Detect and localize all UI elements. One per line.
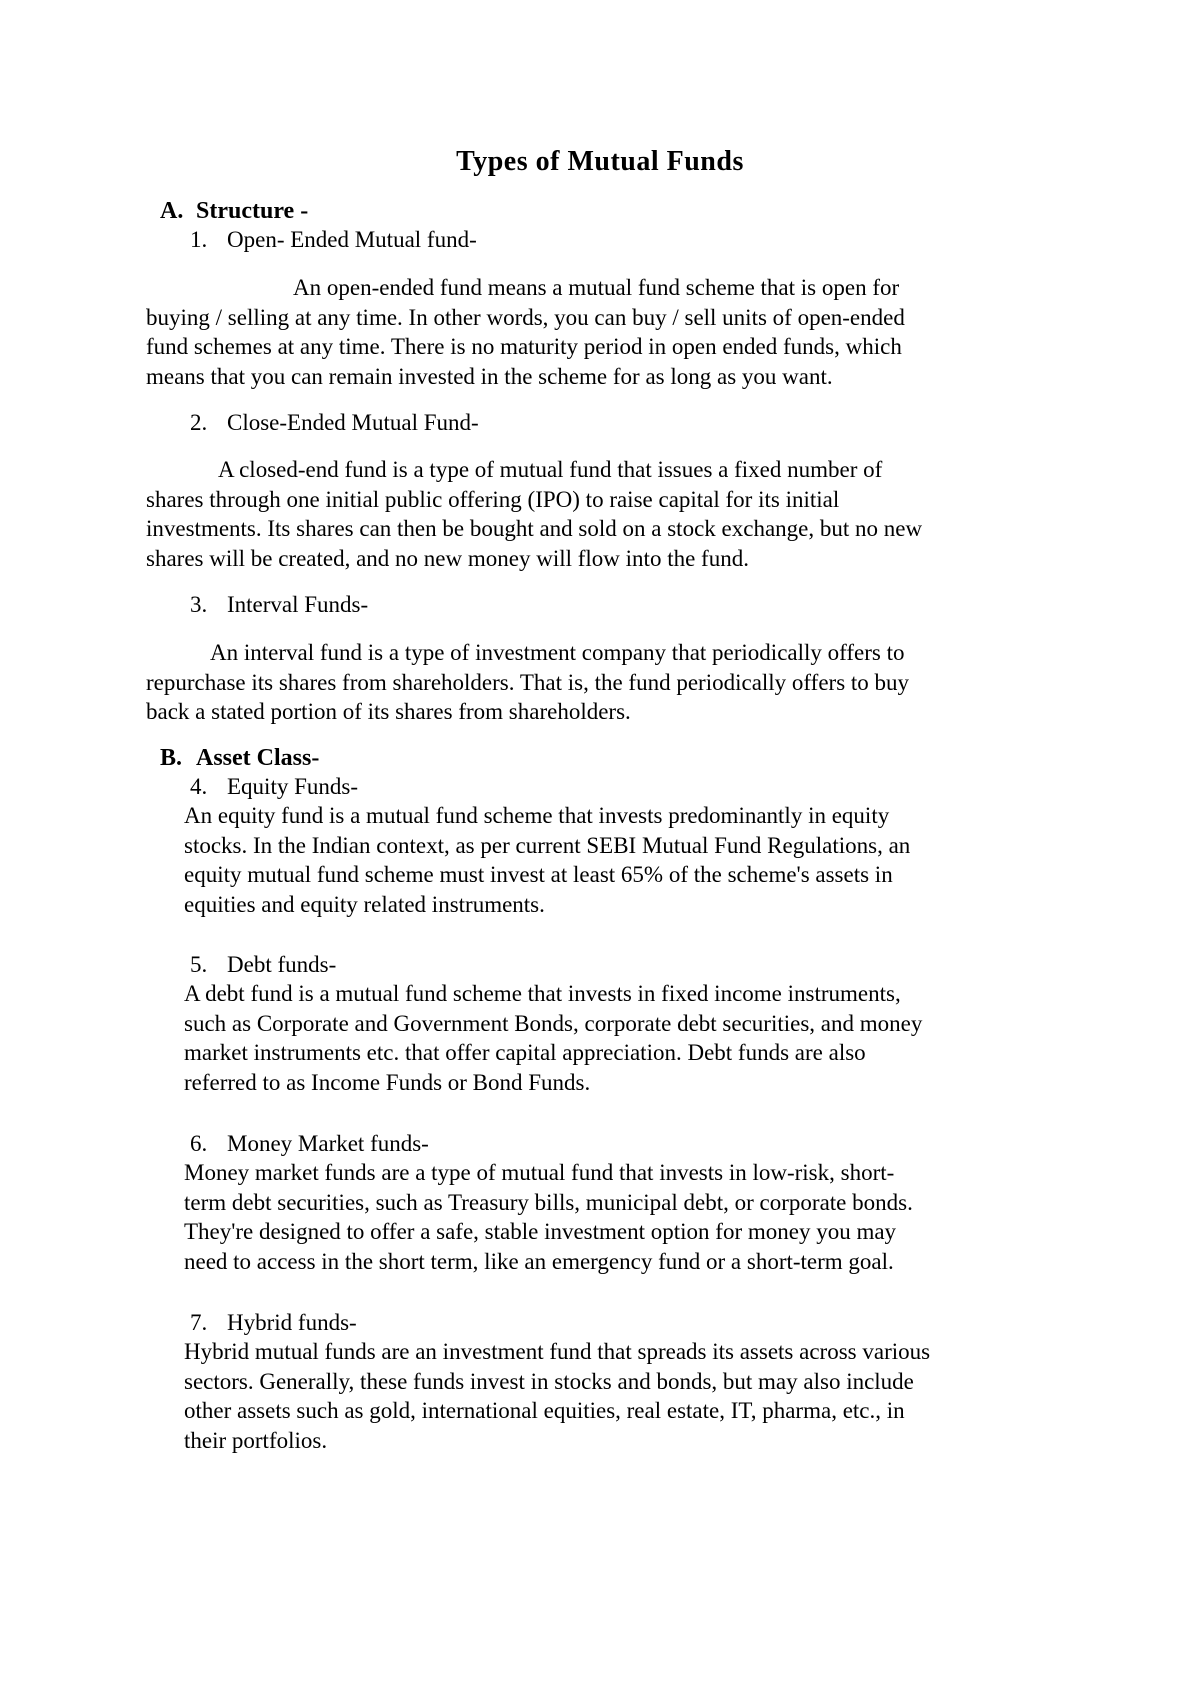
- item-heading-interval: [190, 590, 368, 620]
- paragraph-line: need to access in the short term, like an emergency fund or a short-term goal.: [184, 1248, 894, 1274]
- item-number: 1.: [190, 227, 208, 252]
- paragraph-equity: [184, 801, 1084, 919]
- paragraph-line: An interval fund is a type of investment company that periodically offers to: [210, 640, 905, 665]
- item-heading-open-ended: [190, 225, 477, 255]
- item-title: Money Market funds-: [227, 1131, 429, 1156]
- paragraph-open-ended: [146, 273, 1066, 391]
- section-letter: B.: [160, 745, 183, 771]
- paragraph-line: shares through one initial public offering (IPO) to raise capital for its initial: [146, 486, 840, 512]
- paragraph-line: repurchase its shares from shareholders. That is, the fund periodically offers to buy: [146, 669, 910, 695]
- paragraph-debt: [184, 979, 1084, 1097]
- item-number: 4.: [190, 774, 208, 799]
- paragraph-line: shares will be created, and no new money will flow into the fund.: [146, 545, 749, 571]
- paragraph-close-ended: [146, 455, 1066, 573]
- item-title: Interval Funds-: [227, 592, 369, 617]
- section-heading-asset-class: [160, 743, 319, 773]
- paragraph-line: other assets such as gold, international equities, real estate, IT, pharma, etc., in: [184, 1398, 905, 1423]
- paragraph-line: A debt fund is a mutual fund scheme that invests in fixed income instruments,: [184, 981, 901, 1006]
- paragraph-line: A closed-end fund is a type of mutual fund that issues a fixed number of: [218, 457, 883, 482]
- paragraph-line: such as Corporate and Government Bonds, corporate debt securities, and money: [184, 1010, 923, 1036]
- section-title: Asset Class-: [196, 745, 320, 771]
- item-title: Hybrid funds-: [227, 1310, 357, 1335]
- paragraph-line: fund schemes at any time. There is no maturity period in open ended funds, which: [146, 334, 902, 359]
- paragraph-line: Hybrid mutual funds are an investment fund that spreads its assets across various: [184, 1339, 931, 1364]
- paragraph-line: equity mutual fund scheme must invest at least 65% of the scheme's assets in: [184, 862, 893, 887]
- paragraph-line: They're designed to offer a safe, stable investment option for money you may: [184, 1219, 897, 1244]
- item-number: 2.: [190, 410, 208, 435]
- item-number: 7.: [190, 1310, 208, 1335]
- paragraph-line: referred to as Income Funds or Bond Funds.: [184, 1069, 591, 1095]
- document-title: Types of Mutual Funds: [456, 146, 744, 177]
- item-number: 3.: [190, 592, 208, 617]
- item-title: Open- Ended Mutual fund-: [227, 227, 477, 252]
- item-title: Equity Funds-: [227, 774, 358, 799]
- item-heading-debt: [190, 950, 336, 980]
- paragraph-line: their portfolios.: [184, 1427, 328, 1453]
- paragraph-line: term debt securities, such as Treasury bills, municipal debt, or corporate bonds.: [184, 1189, 913, 1215]
- paragraph-line: back a stated portion of its shares from shareholders.: [146, 699, 631, 724]
- paragraph-hybrid: [184, 1337, 1084, 1455]
- section-letter: A.: [160, 198, 184, 224]
- paragraph-line: An open-ended fund means a mutual fund scheme that is open for: [293, 275, 900, 300]
- item-heading-close-ended: [190, 408, 479, 438]
- paragraph-line: buying / selling at any time. In other words, you can buy / sell units of open-ended: [146, 304, 905, 330]
- item-heading-equity: [190, 772, 358, 802]
- item-heading-money-market: [190, 1129, 429, 1159]
- paragraph-line: market instruments etc. that offer capital appreciation. Debt funds are also: [184, 1040, 866, 1065]
- item-heading-hybrid: [190, 1308, 357, 1338]
- item-number: 5.: [190, 952, 208, 977]
- item-title: Close-Ended Mutual Fund-: [227, 410, 479, 435]
- paragraph-line: means that you can remain invested in the scheme for as long as you want.: [146, 363, 833, 389]
- paragraph-line: stocks. In the Indian context, as per current SEBI Mutual Fund Regulations, an: [184, 832, 911, 858]
- paragraph-line: An equity fund is a mutual fund scheme that invests predominantly in equity: [184, 803, 890, 828]
- section-heading-structure: [160, 196, 308, 226]
- item-title: Debt funds-: [227, 952, 337, 977]
- paragraph-interval: [146, 638, 1066, 727]
- paragraph-line: sectors. Generally, these funds invest in stocks and bonds, but may also include: [184, 1368, 914, 1394]
- item-number: 6.: [190, 1131, 208, 1156]
- paragraph-line: investments. Its shares can then be bought and sold on a stock exchange, but no new: [146, 516, 923, 541]
- paragraph-line: Money market funds are a type of mutual fund that invests in low-risk, short-: [184, 1160, 895, 1185]
- section-title: Structure -: [196, 198, 309, 224]
- paragraph-line: equities and equity related instruments.: [184, 891, 545, 917]
- paragraph-money-market: [184, 1158, 1084, 1276]
